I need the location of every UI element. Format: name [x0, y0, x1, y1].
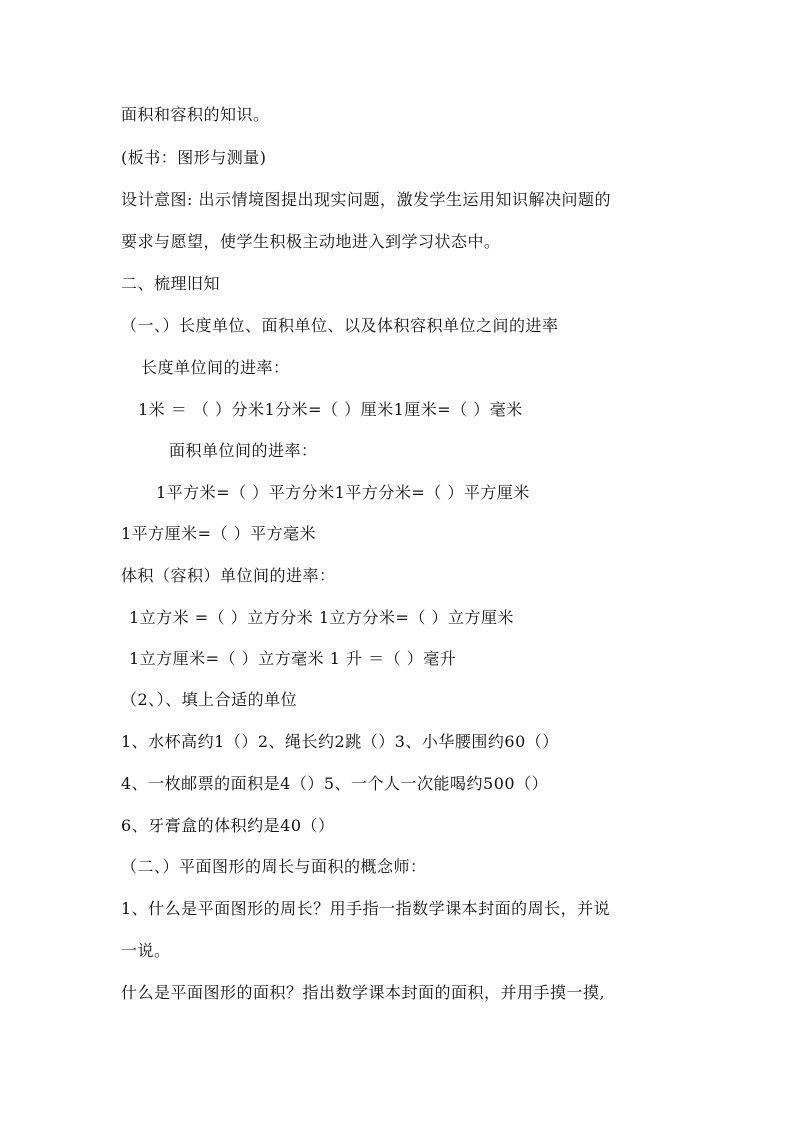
- text-line-20: 1、什么是平面图形的周长？用手指一指数学课本封面的周长，并说: [121, 899, 611, 918]
- text-line-16: 1、水杯高约1（）2、绳长约2跳（）3、小华腰围约60（）: [121, 732, 559, 751]
- text-line-7: 长度单位间的进率：: [141, 358, 290, 377]
- text-line-3: 设计意图: 出示情境图提出现实问题，激发学生运用知识解决问题的: [121, 190, 611, 209]
- text-line-18: 6、牙膏盒的体积约是40（）: [121, 816, 335, 835]
- text-line-13: 1立方米 =（ ）立方分米 1立方分米=（ ）立方厘米: [129, 608, 515, 627]
- text-line-2: (板书：图形与测量): [121, 148, 267, 167]
- text-line-8: 1米 ＝ （ ）分米1分米=（ ）厘米1厘米=（ ）毫米: [138, 400, 523, 419]
- section-heading: 二、梳理旧知: [121, 274, 221, 293]
- text-line-17: 4、一枚邮票的面积是4（）5、一个人一次能喝约500（）: [121, 774, 549, 793]
- text-line-1: 面积和容积的知识。: [121, 105, 270, 124]
- text-line-21: 一说。: [121, 941, 171, 960]
- text-line-10: 1平方米=（ ）平方分米1平方分米=（ ）平方厘米: [156, 483, 530, 502]
- text-line-9: 面积单位间的进率：: [169, 441, 318, 460]
- subsection-heading-2: （二、）平面图形的周长与面积的概念师：: [121, 857, 427, 876]
- text-line-12: 体积（容积）单位间的进率：: [121, 566, 336, 585]
- text-line-4: 要求与愿望，使学生积极主动地进入到学习状态中。: [121, 232, 501, 251]
- text-line-15: （2、）、填上合适的单位: [121, 690, 298, 709]
- subsection-heading: （一、）长度单位、面积单位、以及体积容积单位之间的进率: [121, 316, 559, 335]
- text-line-14: 1立方厘米=（ ）立方毫米 1 升 ＝（ ）毫升: [129, 649, 457, 668]
- text-line-22: 什么是平面图形的面积？指出数学课本封面的面积，并用手摸一摸,: [121, 983, 606, 1002]
- text-line-11: 1平方厘米=（ ）平方毫米: [121, 524, 317, 543]
